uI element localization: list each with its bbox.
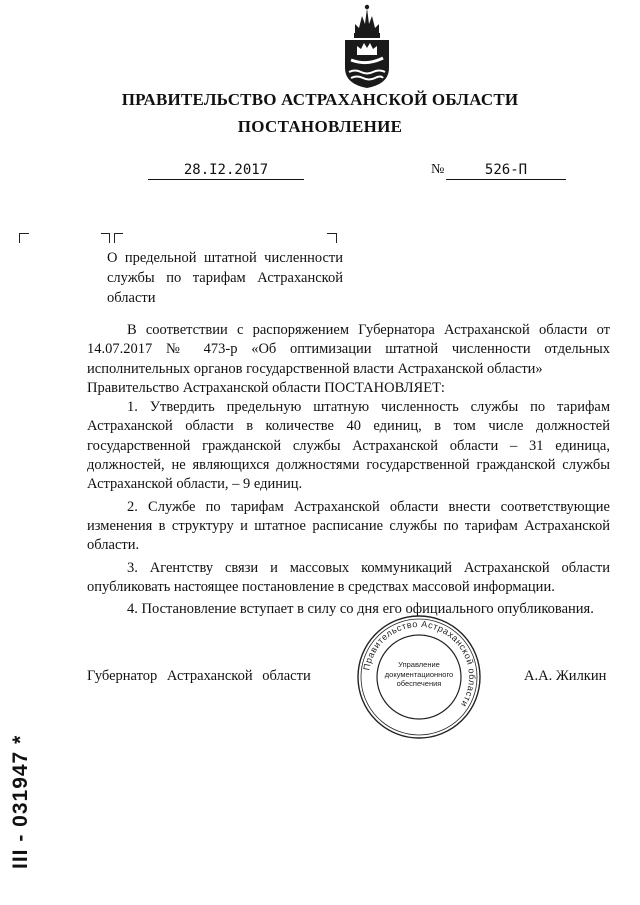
organization-title: ПРАВИТЕЛЬСТВО АСТРАХАНСКОЙ ОБЛАСТИ: [121, 90, 519, 109]
document-subject: О предельной штатной численности службы по тарифам Астраханской области: [107, 250, 343, 306]
body-item-3: 3. Агентству связи и массовых коммуникаций Астраханской области опубликовать настоящее постановление в средствах массовой информации.: [87, 559, 610, 595]
subject-bracket-left: [101, 233, 110, 243]
signatory-position: Губернатор Астраханской области: [87, 668, 311, 684]
body-decree: Правительство Астраханской области ПОСТАНОВЛЯЕТ:: [87, 379, 445, 396]
document-registration-code: III - 031947 *: [9, 734, 32, 869]
document-type: ПОСТАНОВЛЕНИЕ: [237, 117, 403, 136]
coat-of-arms-emblem: [333, 4, 401, 90]
signatory-name: А.А. Жилкин: [524, 668, 607, 684]
margin-corner-mark: [19, 233, 29, 243]
seal-ring-text: Правительство Астраханской области: [361, 618, 478, 710]
body-item-1: 1. Утвердить предельную штатную численность службы по тарифам Астраханской области в количестве 40 единиц, в том числе должностей государственной гражданской службы Астраханской области – 31 единица, должностей, не являющихся должностями государственной гражданской службы Астраханской области, – 9 единиц.: [87, 399, 610, 493]
number-sign: №: [431, 162, 445, 177]
body-item-2: 2. Службе по тарифам Астраханской области внести соответствующие изменения в структуру и штатное расписание службы по тарифам Астраханской области.: [87, 498, 610, 554]
document-date: 28.I2.2017: [148, 162, 304, 180]
seal-center-text: Управление документационного обеспечения: [384, 660, 454, 688]
subject-bracket-right: [327, 233, 337, 243]
body-item-4: 4. Постановление вступает в силу со дня его официального опубликования.: [127, 601, 594, 618]
document-number: 526-П: [446, 162, 566, 180]
body-intro: В соответствии с распоряжением Губернатора Астраханской области от 14.07.2017 № 473-р «Об оптимизации штатной численности отдельных исполнительных органов государственной власти Астраханской области»: [87, 322, 610, 377]
subject-bracket-left-inner: [114, 233, 123, 243]
document-body: [87, 321, 610, 619]
